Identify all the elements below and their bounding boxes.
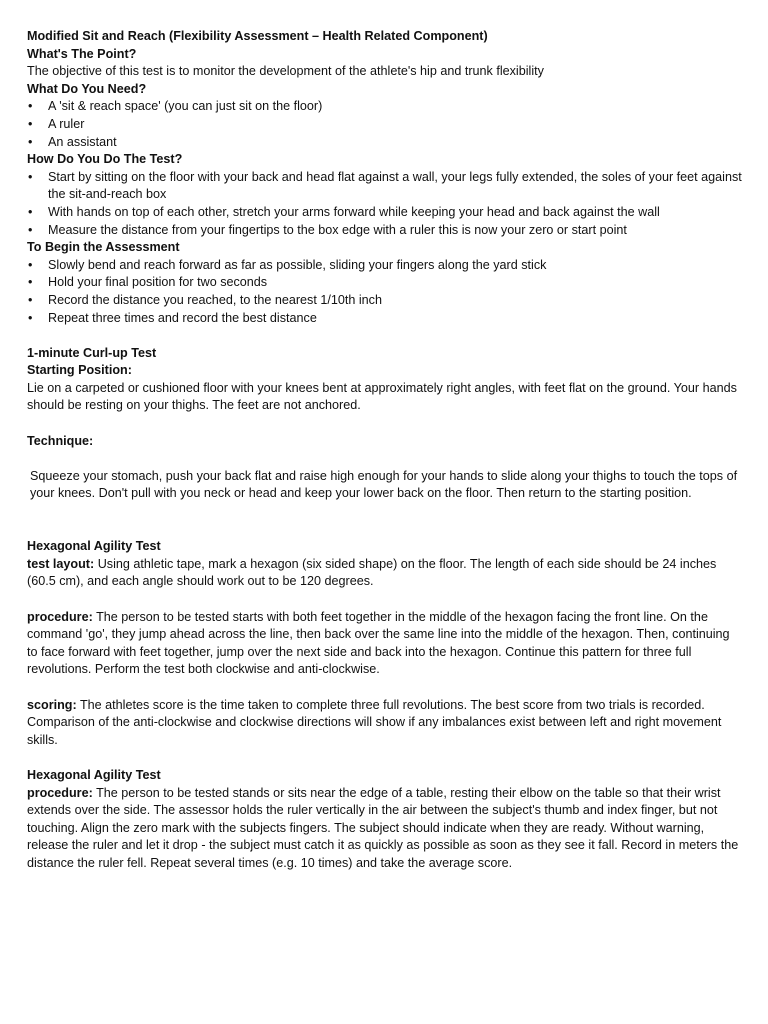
point-text: The objective of this test is to monitor the development of the athlete's hip and trunk flexibility xyxy=(27,64,544,79)
hex-agility-2-section xyxy=(27,767,743,873)
technique-text: Squeeze your stomach, push your back flat and raise high enough for your hands to slide along your thighs to touch the tops of your knees. Don't pull with you neck or head and keep your lower back on the floor. Then return to the starting position. xyxy=(30,468,738,501)
hex-agility-section xyxy=(27,538,743,749)
point-heading: What's The Point? xyxy=(27,46,137,61)
how-heading: How Do You Do The Test? xyxy=(27,152,183,167)
layout-text: Using athletic tape, mark a hexagon (six sided shape) on the floor. The length of each side should be 24 inches (60.5 cm), and each angle should work out to be 120 degrees. xyxy=(27,556,717,589)
technique-heading: Technique: xyxy=(27,433,94,448)
sit-reach-title: Modified Sit and Reach (Flexibility Assessment – Health Related Component) xyxy=(27,29,488,43)
procedure-label: procedure: xyxy=(27,609,93,624)
spacer xyxy=(27,327,743,345)
how-item: • With hands on top of each other, stretch your arms forward while keeping your head and back against the wall xyxy=(27,204,743,222)
sit-and-reach-section xyxy=(27,28,743,327)
hex-scoring xyxy=(27,697,743,750)
how-list xyxy=(27,169,743,239)
need-list xyxy=(27,98,743,151)
spacer xyxy=(27,503,743,538)
need-item: • A ruler xyxy=(27,116,743,134)
need-item: • A 'sit & reach space' (you can just sit on the floor) xyxy=(27,98,743,116)
hex-procedure xyxy=(27,609,743,679)
scoring-label: scoring: xyxy=(27,697,77,712)
curl-up-title: 1-minute Curl-up Test xyxy=(27,345,157,360)
layout-label: test layout: xyxy=(27,556,95,571)
procedure-label: procedure: xyxy=(27,785,93,800)
begin-list xyxy=(27,257,743,327)
scoring-text: The athletes score is the time taken to complete three full revolutions. The best score from two trials is recorded. Comparison of the anti-clockwise and clockwise directions will show if any imbalances exist between left and right movement skills. xyxy=(27,697,722,747)
procedure-text: The person to be tested starts with both feet together in the middle of the hexagon facing the front line. On the command 'go', they jump ahead across the line, then back over the same line into the middle of the hexagon. Then, continuing to face forward with feet together, jump over the next side and back into the hexagon. Continue this pattern for three full revolutions. Perform the test both clockwise and anti-clockwise. xyxy=(27,609,730,677)
spacer xyxy=(27,679,743,697)
how-item: • Start by sitting on the floor with your back and head flat against a wall, your legs fully extended, the soles of your feet against the sit-and-reach box xyxy=(27,169,743,204)
begin-item: • Slowly bend and reach forward as far as possible, sliding your fingers along the yard stick xyxy=(27,257,743,275)
spacer xyxy=(27,415,743,433)
begin-item: • Repeat three times and record the best distance xyxy=(27,310,743,328)
hex2-title: Hexagonal Agility Test xyxy=(27,767,161,782)
hex-layout xyxy=(27,556,743,591)
starting-text: Lie on a carpeted or cushioned floor with your knees bent at approximately right angles, with feet flat on the ground. Your hands should be resting on your thighs. The feet are not anchored. xyxy=(27,380,737,413)
document-page xyxy=(27,28,743,873)
hex-title: Hexagonal Agility Test xyxy=(27,539,161,554)
spacer xyxy=(27,450,743,468)
spacer xyxy=(27,749,743,767)
begin-item: • Hold your final position for two seconds xyxy=(27,274,743,292)
spacer xyxy=(27,591,743,609)
begin-item: • Record the distance you reached, to the nearest 1/10th inch xyxy=(27,292,743,310)
procedure-text: The person to be tested stands or sits near the edge of a table, resting their elbow on the table so that their wrist extends over the side. The assessor holds the ruler vertically in the air between the subject's thumb and index finger, but not touching. Align the zero mark with the subjects fingers. The subject should indicate when they are ready. Without warning, release the ruler and let it drop - the subject must catch it as quickly as possible as soon as they see it fall. Record in meters the distance the ruler fell. Repeat several times (e.g. 10 times) and take the average score. xyxy=(27,785,739,870)
how-item: • Measure the distance from your fingertips to the box edge with a ruler this is now your zero or start point xyxy=(27,222,743,240)
need-item: • An assistant xyxy=(27,134,743,152)
curl-up-section xyxy=(27,345,743,503)
begin-heading: To Begin the Assessment xyxy=(27,240,180,255)
hex2-procedure xyxy=(27,785,743,873)
need-heading: What Do You Need? xyxy=(27,81,147,96)
starting-heading: Starting Position: xyxy=(27,363,132,378)
